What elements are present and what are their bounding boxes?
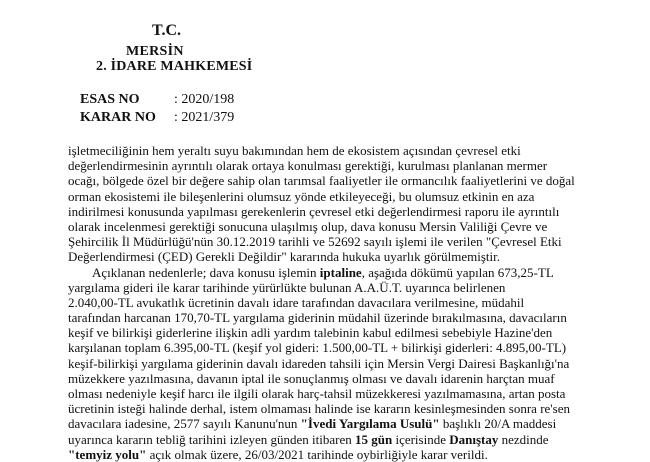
body-line: değerlendirmesinin ayrıntılı olarak ortaya konulması gerektiği, kurulması planlanan mermer <box>68 158 548 174</box>
body-bold-span: "İvedi Yargılama Usulü" <box>300 416 440 432</box>
karar-no-value: : 2021/379 <box>174 110 235 125</box>
body-line: ocağı, bölgede özel bir değere sahip olan tarımsal faaliyetler ile ormancılık faaliyetlerini ve doğal <box>68 173 575 189</box>
body-line: olması nedeniyle keşif harcı ile ilgili olarak harç-tahsil müzekkeresi yazılmamasına, artan posta <box>68 386 566 401</box>
body-line <box>68 416 610 431</box>
body-line: keşif ve bilirkişi giderlerine ilişkin adli yardım talebinin kabul edilmesi sebebiyle Hazine'den <box>68 325 553 341</box>
body-text-span: , aşağıda dökümü yapılan 673,25-TL <box>361 264 554 280</box>
body-line: indirilmesi konusunda yapılması gerekenlerin çevresel etki değerlendirmesi raporu ile ayrıntılı <box>68 203 560 219</box>
esas-no-value: : 2020/198 <box>174 92 235 107</box>
esas-no-label: ESAS NO <box>80 92 140 107</box>
body-line: karşılanan toplam 6.395,00-TL (keşif yol gideri: 1.500,00-TL + bilirkişi giderleri: 4.895,00-TL) <box>68 340 567 356</box>
body-text-span: açık olmak üzere, 26/03/2021 tarihinde oybirliğiyle karar verildi. <box>146 446 488 462</box>
body-line: yargılama gideri ile karar tarihinde yürürlükte bulunan A.A.Ü.T. uyarınca belirlenen <box>68 279 506 295</box>
body-bold-span: Danıştay <box>449 431 499 447</box>
body-line: keşif-bilirkişi yargılama giderinin davalı idareden tahsili için Mersin Vergi Dairesi Başkanlığı'na <box>68 355 570 371</box>
body-bold-span: iptaline <box>319 264 362 280</box>
body-text-span: nezdinde <box>498 431 549 447</box>
header-tc: T.C. <box>152 22 182 39</box>
body-line: 2.040,00-TL avukatlık ücretinin davalı idare tarafından davacılara verilmesine, müdahil <box>68 294 525 310</box>
body-line: olarak incelenmesi gerektiği sonucuna ulaşılmış olup, dava konusu Mersin Valiliği Çevre ve <box>68 218 548 234</box>
body-line <box>68 432 610 447</box>
body-text-span: Açıklanan nedenlerle; dava konusu işlemin <box>92 264 320 280</box>
body-line: tarafından harcanan 170,70-TL yargılama giderinin müdahil üzerinde bırakılmasına, davacıların <box>68 310 567 326</box>
body-text-span: içerisinde <box>392 431 450 447</box>
body-line: ücretinin isteği halinde derhal, istem olmaması halinde ise kararın kesinleşmesinden sonra re'sen <box>68 401 570 417</box>
body-line <box>68 447 610 462</box>
body-bold-span: "temyiz yolu" <box>68 446 147 462</box>
body-line: Şehircilik İl Müdürlüğü'nün 30.12.2019 tarihli ve 52692 sayılı işlemi ile verilen "Çevresel Etki <box>68 234 562 250</box>
body-text-span: davacılara iadesine, 2577 sayılı Kanunu'nun <box>68 416 301 432</box>
header-city: MERSİN <box>126 44 184 59</box>
body-bold-span: 15 gün <box>354 431 393 447</box>
decision-body <box>68 143 610 462</box>
karar-no-label: KARAR NO <box>80 110 156 125</box>
body-text-span: başlıklı 20/A maddesi <box>439 416 557 432</box>
body-line: müzekkere yazılmasına, davanın iptal ile sonuçlanmış olması ve davalı idarenin harçtan muaf <box>68 370 555 386</box>
body-text-span: uyarınca kararın tebliğ tarihini izleyen günden itibaren <box>68 431 355 447</box>
header-court: 2. İDARE MAHKEMESİ <box>96 59 253 74</box>
body-line <box>68 265 610 280</box>
body-line: işletmeciliğinin hem yeraltı suyu bakımından hem de ekosistem açısından çevresel etki <box>68 143 521 158</box>
body-line: Değerlendirmesi (ÇED) Gerekli Değildir" kararında hukuka uyarlık görülmemiştir. <box>68 249 501 265</box>
karar-no-row <box>80 110 234 126</box>
body-line: orman ekosistemi ile bileşenlerini olumsuz yönde etkileyeceği, bu olumsuz etkinin en aza <box>68 188 535 204</box>
esas-no-row <box>80 92 234 108</box>
